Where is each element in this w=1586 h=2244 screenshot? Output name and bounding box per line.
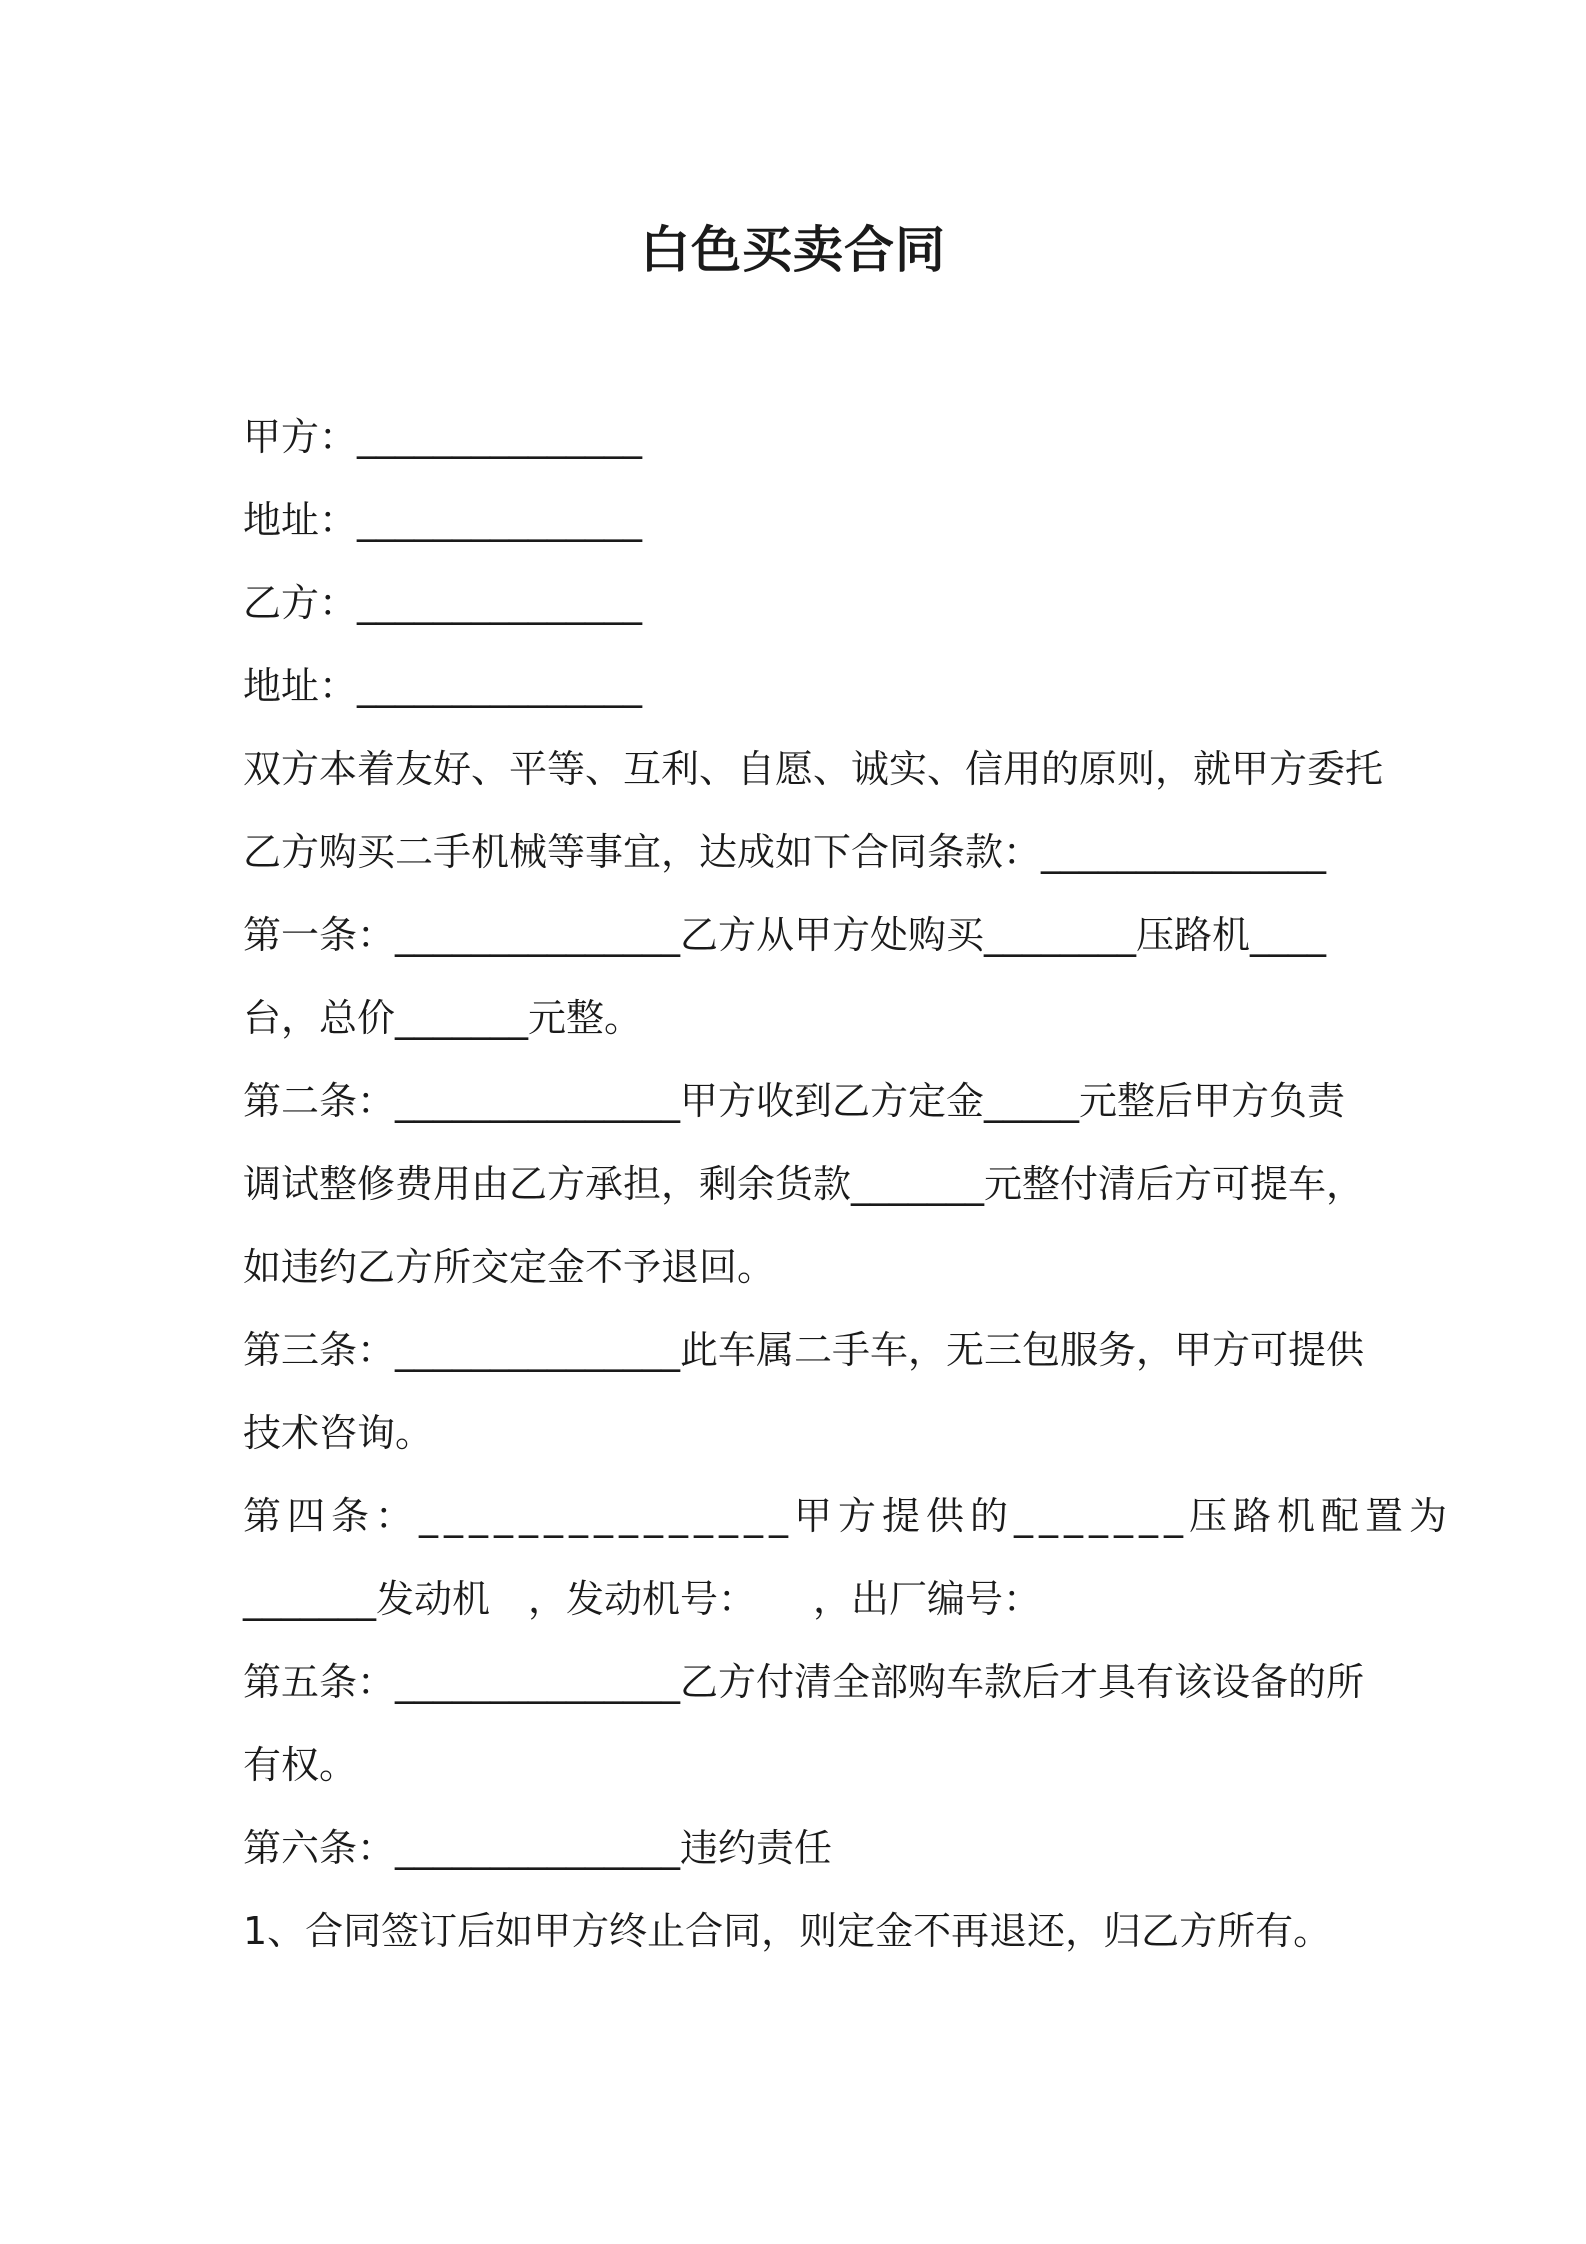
document-title: 白色买卖合同 <box>640 221 946 279</box>
article-3-line-1: 第三条：_______________此车属二手车，无三包服务，甲方可提供 <box>243 1328 1365 1372</box>
party-a-line: 甲方：_______________ <box>243 415 643 459</box>
article-5-line-2: 有权。 <box>243 1743 358 1787</box>
party-b-address-line: 地址：_______________ <box>243 664 643 708</box>
article-6-line: 第六条：_______________违约责任 <box>243 1826 833 1870</box>
article-1-line-2: 台，总价_______元整。 <box>243 996 643 1040</box>
article-2-line-1: 第二条：_______________甲方收到乙方定金_____元整后甲方负责 <box>243 1079 1346 1123</box>
party-a-address-line: 地址：_______________ <box>243 498 643 542</box>
preamble-line-1: 双方本着友好、平等、互利、自愿、诚实、信用的原则，就甲方委托 <box>243 747 1384 791</box>
preamble-line-2: 乙方购买二手机械等事宜，达成如下合同条款：_______________ <box>243 830 1327 874</box>
article-4-line-2: _______发动机 ，发动机号： ，出厂编号： <box>243 1577 1042 1621</box>
article-2-line-2: 调试整修费用由乙方承担，剩余货款_______元整付清后方可提车， <box>243 1162 1365 1206</box>
article-3-line-2: 技术咨询。 <box>243 1411 434 1455</box>
article-1-line-1: 第一条：_______________乙方从甲方处购买________压路机____ <box>243 913 1327 957</box>
article-4-line-1: 第四条：_______________甲方提供的_______压路机配置为 <box>243 1494 1454 1538</box>
article-5-line-1: 第五条：_______________乙方付清全部购车款后才具有该设备的所 <box>243 1660 1365 1704</box>
clause-1-line: 1、合同签订后如甲方终止合同，则定金不再退还，归乙方所有。 <box>243 1909 1332 1953</box>
article-2-line-3: 如违约乙方所交定金不予退回。 <box>243 1245 776 1289</box>
party-b-line: 乙方：_______________ <box>243 581 643 625</box>
